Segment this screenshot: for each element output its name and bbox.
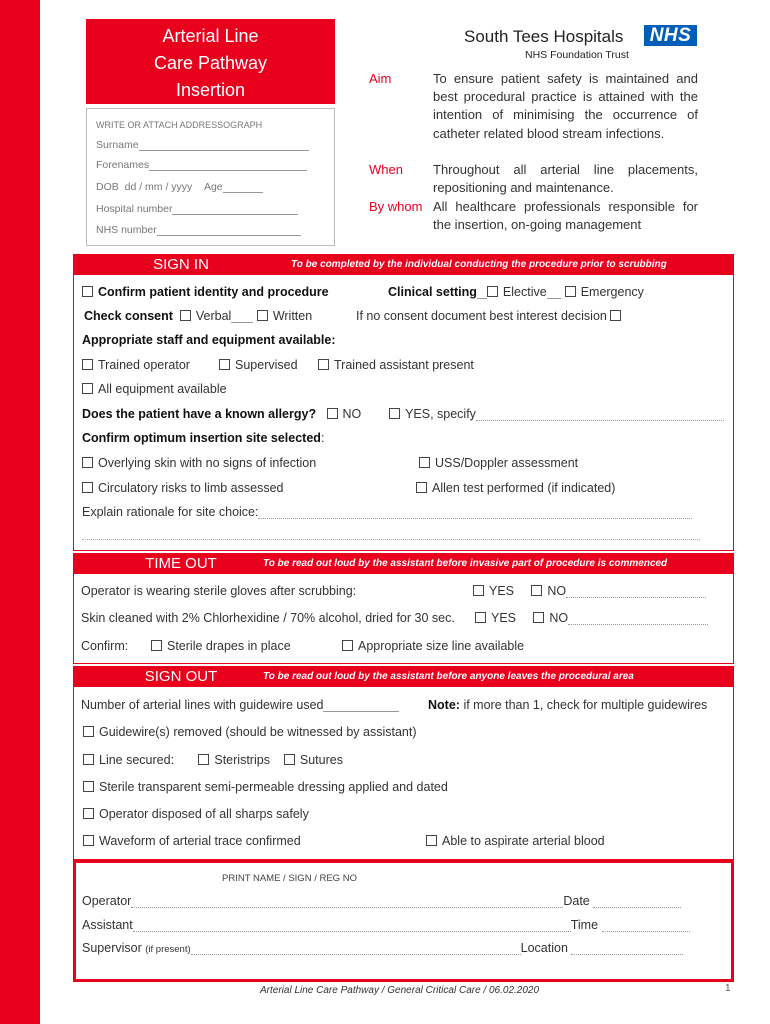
dob-field[interactable] (96, 181, 325, 193)
hospital-number-label: Hospital number (96, 203, 173, 215)
skin-options (475, 611, 708, 625)
sign-out-note: To be read out loud by the assistant before anyone leaves the procedural area (263, 671, 634, 682)
written-label: Written (272, 309, 313, 323)
supervisor-note: (if present) (145, 944, 191, 955)
by-whom-label: By whom (369, 199, 423, 214)
checkbox[interactable] (82, 383, 93, 394)
check-consent-row (84, 309, 312, 323)
form-title (86, 19, 335, 104)
trained-operator-label: Trained operator (98, 358, 190, 372)
dressing-item[interactable] (83, 780, 448, 794)
sutures-label: Sutures (299, 753, 343, 767)
checkbox[interactable] (426, 835, 437, 846)
allen-item[interactable] (416, 481, 615, 495)
skin-yes-label: YES (491, 611, 517, 625)
time-out-title: TIME OUT (145, 555, 217, 572)
checkbox[interactable] (342, 640, 353, 651)
allergy-question: Does the patient have a known allergy? (82, 407, 317, 421)
allergy-yes-label: YES, specify (405, 407, 476, 421)
overlying-skin-item[interactable] (82, 456, 316, 470)
gloves-label: Operator is wearing sterile gloves after scrubbing: (81, 584, 357, 598)
dressing-label: Sterile transparent semi-permeable dressing applied and dated (99, 780, 448, 794)
all-equipment-label: All equipment available (98, 382, 227, 396)
size-line-label: Appropriate size line available (358, 639, 525, 653)
num-lines-field[interactable] (323, 711, 399, 712)
gloves-no-label: NO (547, 584, 567, 598)
sign-in-section (73, 254, 734, 551)
elective-label: Elective (502, 285, 547, 299)
addressograph-box (86, 108, 335, 246)
checkbox[interactable] (83, 726, 94, 737)
verbal-checkbox[interactable] (180, 310, 191, 321)
trained-operator-item[interactable] (82, 358, 190, 372)
page-number: 1 (725, 983, 731, 994)
rationale-row (82, 505, 692, 519)
org-name: South Tees Hospitals (464, 27, 624, 46)
checkbox[interactable] (151, 640, 162, 651)
no-consent-item[interactable] (356, 309, 626, 323)
sign-in-note: To be completed by the individual conducting the procedure prior to scrubbing (291, 259, 667, 270)
assistant-row (82, 918, 690, 932)
time-field[interactable] (602, 931, 690, 932)
gloves-yes-checkbox[interactable] (473, 585, 484, 596)
uss-label: USS/Doppler assessment (435, 456, 579, 470)
time-out-note: To be read out loud by the assistant before invasive part of procedure is commenced (263, 558, 668, 569)
when-label: When (369, 162, 403, 177)
optimum-site-heading (82, 431, 324, 445)
skin-label: Skin cleaned with 2% Chlorhexidine / 70% alcohol, dried for 30 sec. (81, 611, 455, 625)
uss-item[interactable] (419, 456, 578, 470)
sign-in-header (74, 255, 733, 275)
checkbox[interactable] (83, 835, 94, 846)
signature-heading: PRINT NAME / SIGN / REG NO (222, 873, 357, 884)
checkbox[interactable] (83, 808, 94, 819)
date-label: Date (563, 894, 590, 908)
line-secured-checkbox[interactable] (83, 754, 94, 765)
no-consent-label: If no consent document best interest decision (356, 309, 607, 323)
confirm-identity-label: Confirm patient identity and procedure (98, 285, 329, 299)
checkbox[interactable] (419, 457, 430, 468)
clinical-setting-label: Clinical setting (388, 285, 477, 299)
sign-out-section (73, 666, 734, 860)
time-label: Time (570, 918, 599, 932)
check-consent-label: Check consent (84, 309, 173, 323)
guidewire-note (428, 698, 707, 712)
note-text: if more than 1, check for multiple guidewires (463, 698, 708, 712)
checkbox[interactable] (82, 482, 93, 493)
note-label: Note: (428, 698, 460, 712)
sutures-checkbox[interactable] (284, 754, 295, 765)
steristrips-checkbox[interactable] (198, 754, 209, 765)
skin-yes-checkbox[interactable] (475, 612, 486, 623)
time-out-header (74, 554, 733, 574)
waveform-item[interactable] (83, 834, 301, 848)
title-line-2: Care Pathway (153, 53, 268, 73)
checkbox[interactable] (82, 359, 93, 370)
skin-no-checkbox[interactable] (533, 612, 544, 623)
rationale-field[interactable] (258, 518, 692, 519)
hospital-number-field[interactable] (96, 203, 325, 215)
title-line-1: Arterial Line (162, 26, 259, 46)
optimum-site-colon: : (320, 431, 325, 445)
emergency-checkbox[interactable] (565, 286, 576, 297)
written-checkbox[interactable] (257, 310, 268, 321)
checkbox[interactable] (219, 359, 230, 370)
operator-field[interactable] (131, 907, 563, 908)
trained-assistant-item[interactable] (318, 358, 474, 372)
num-lines-row (81, 698, 399, 712)
sharps-item[interactable] (83, 807, 309, 821)
assistant-label: Assistant (82, 918, 133, 932)
dob-label: DOB (96, 181, 119, 193)
optimum-site-label: Confirm optimum insertion site selected (82, 431, 321, 445)
sign-in-title: SIGN IN (153, 256, 209, 273)
nhs-number-field[interactable] (96, 224, 325, 236)
allergy-yes-checkbox[interactable] (389, 408, 400, 419)
allergy-row (82, 407, 724, 421)
skin-no-label: NO (549, 611, 569, 625)
gloves-yes-label: YES (489, 584, 515, 598)
trained-assistant-label: Trained assistant present (334, 358, 474, 372)
signature-box (73, 860, 734, 982)
elective-checkbox[interactable] (487, 286, 498, 297)
date-field[interactable] (593, 907, 681, 908)
allergy-specify-field[interactable] (476, 420, 724, 421)
sign-out-header (74, 667, 733, 687)
surname-field[interactable] (96, 139, 325, 151)
time-out-section (73, 553, 734, 664)
waveform-label: Waveform of arterial trace confirmed (99, 834, 301, 848)
operator-row (82, 894, 681, 908)
allergy-no-checkbox[interactable] (327, 408, 338, 419)
guidewire-item[interactable] (83, 725, 417, 739)
sharps-label: Operator disposed of all sharps safely (99, 807, 309, 821)
num-lines-label: Number of arterial lines with guidewire used (81, 698, 324, 712)
assistant-field[interactable] (133, 931, 571, 932)
aim-label: Aim (369, 71, 392, 86)
forenames-field[interactable] (96, 159, 325, 171)
supervisor-field[interactable] (191, 954, 521, 955)
org-subtitle: NHS Foundation Trust (525, 49, 629, 61)
gloves-options (473, 584, 706, 598)
checkbox[interactable] (318, 359, 329, 370)
clinical-setting-row (388, 285, 644, 299)
aspirate-label: Able to aspirate arterial blood (442, 834, 605, 848)
supervisor-label: Supervisor (82, 941, 142, 955)
staff-equipment-heading: Appropriate staff and equipment available: (82, 333, 336, 347)
line-secured-row (83, 753, 343, 767)
checkbox[interactable] (416, 482, 427, 493)
forenames-label: Forenames (96, 159, 150, 171)
page-footer: Arterial Line Care Pathway / General Critical Care / 06.02.2020 (260, 985, 540, 996)
supervisor-row (82, 941, 683, 955)
emergency-label: Emergency (580, 285, 644, 299)
rationale-label: Explain rationale for site choice: (82, 505, 259, 519)
by-whom-text: All healthcare professionals responsible for the insertion, on-going management (433, 199, 698, 233)
operator-label: Operator (82, 894, 132, 908)
location-label: Location (520, 941, 568, 955)
circulatory-label: Circulatory risks to limb assessed (98, 481, 284, 495)
aim-text: To ensure patient safety is maintained and best procedural practice is attained with the intention of minimising the occurrence of catheter related blood stream infections. (433, 71, 698, 141)
title-line-3: Insertion (175, 80, 246, 100)
dob-format: dd / mm / yyyy (124, 181, 193, 193)
checkbox[interactable] (82, 457, 93, 468)
checkbox[interactable] (610, 310, 621, 321)
guidewire-label: Guidewire(s) removed (should be witnessed by assistant) (99, 725, 417, 739)
when-text: Throughout all arterial line placements, repositioning and maintenance. (433, 162, 698, 196)
line-secured-label: Line secured: (99, 753, 175, 767)
supervised-label: Supervised (235, 358, 298, 372)
supervised-item[interactable] (219, 358, 298, 372)
nhs-number-label: NHS number (96, 224, 157, 236)
circulatory-item[interactable] (82, 481, 283, 495)
age-label: Age (203, 181, 223, 193)
confirm-label: Confirm: (81, 639, 129, 653)
left-accent-bar (0, 0, 40, 1024)
checkbox[interactable] (82, 286, 93, 297)
size-line-item[interactable] (342, 639, 524, 653)
drapes-item[interactable] (151, 639, 291, 653)
nhs-logo: NHS (644, 25, 697, 46)
sign-out-title: SIGN OUT (144, 668, 218, 685)
steristrips-label: Steristrips (214, 753, 270, 767)
overlying-skin-label: Overlying skin with no signs of infection (98, 456, 317, 470)
checkbox[interactable] (83, 781, 94, 792)
aspirate-item[interactable] (426, 834, 605, 848)
verbal-label: Verbal (195, 309, 232, 323)
all-equipment-item[interactable] (82, 382, 227, 396)
addressograph-heading: WRITE OR ATTACH ADDRESSOGRAPH (96, 120, 263, 130)
allergy-no-label: NO (342, 407, 362, 421)
location-field[interactable] (571, 954, 683, 955)
surname-label: Surname (96, 139, 139, 151)
rationale-field-line-2[interactable] (82, 539, 700, 540)
drapes-label: Sterile drapes in place (167, 639, 291, 653)
gloves-no-checkbox[interactable] (531, 585, 542, 596)
allen-label: Allen test performed (if indicated) (432, 481, 616, 495)
confirm-identity-item[interactable] (82, 285, 329, 299)
